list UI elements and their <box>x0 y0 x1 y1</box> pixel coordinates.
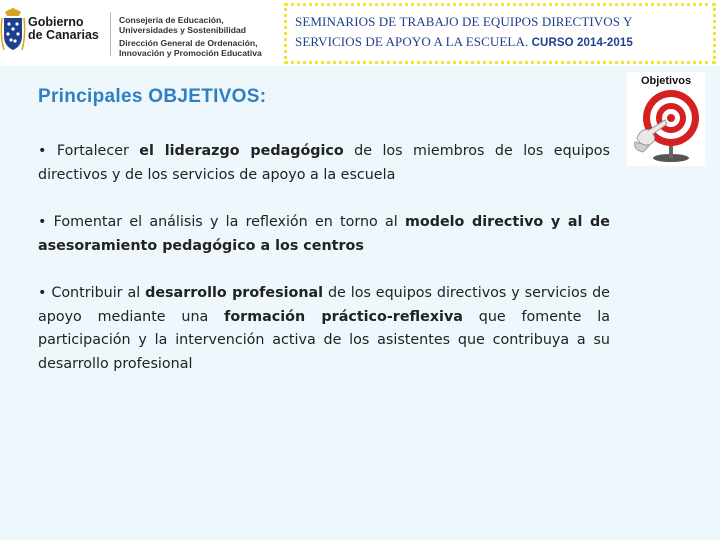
target-with-pointer-icon <box>627 72 705 166</box>
objectives-list <box>38 140 610 400</box>
objective-item <box>38 140 610 187</box>
seminar-banner <box>284 3 716 64</box>
objetivos-label: Objetivos <box>640 75 692 87</box>
gobierno-wordmark <box>28 16 99 42</box>
logo-divider <box>110 12 111 56</box>
objective-item <box>38 211 610 258</box>
objective-1-bold: el liderazgo pedagógico <box>139 143 344 159</box>
objective-2-bold: modelo directivo y al de asesoramiento pedagógico a los centros <box>38 214 610 254</box>
header <box>0 0 720 66</box>
objective-3-bold-a: desarrollo profesional <box>145 285 324 301</box>
consejeria-line2: Universidades y Sostenibilidad <box>119 25 247 36</box>
objective-item <box>38 282 610 376</box>
gobierno-canarias-logo <box>0 0 278 66</box>
consejeria-line1: Consejería de Educación, <box>119 15 224 25</box>
banner-curso: CURSO 2014-2015 <box>531 37 633 49</box>
banner-line2-text: SERVICIOS DE APOYO A LA ESCUELA. <box>295 34 529 49</box>
direccion-line1: Dirección General de Ordenación, <box>119 37 258 48</box>
objective-1-text: • Fortalecer <box>38 143 140 159</box>
gobierno-line1: Gobierno <box>28 15 84 29</box>
banner-line2 <box>295 32 707 53</box>
objective-3-text-end: que fomente la participación y la intervención activa de los asistentes que contribuya a su desarrollo profesional <box>38 308 611 372</box>
direccion-line2: Innovación y Promoción Educativa <box>119 48 262 59</box>
objective-1-text-end: de los miembros de los equipos directivos y de los servicios de apoyo a la escuela <box>38 143 610 183</box>
page-title: Principales OBJETIVOS: <box>38 86 267 107</box>
objective-3-text: • Contribuir al <box>38 285 146 301</box>
objective-2-text: • Fomentar el análisis y la reflexión en torno al <box>38 214 405 230</box>
objective-3-text-mid: de los equipos directivos y servicios de apoyo mediante una <box>38 285 610 325</box>
canarias-crest-icon <box>0 6 26 56</box>
consejeria-block <box>119 15 262 59</box>
gobierno-line2: de Canarias <box>28 28 99 42</box>
banner-line1: SEMINARIOS DE TRABAJO DE EQUIPOS DIRECTIVOS Y <box>295 14 633 29</box>
objective-3-bold-b: formación práctico-reflexiva <box>224 308 463 325</box>
